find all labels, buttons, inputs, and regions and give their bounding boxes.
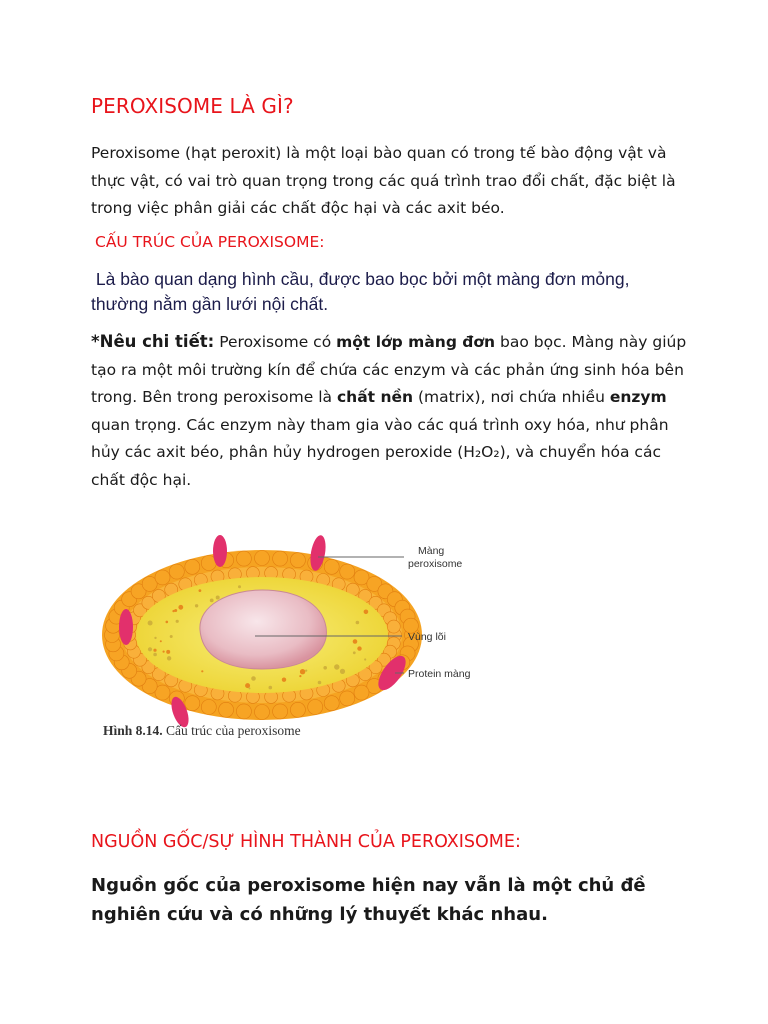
matrix-dot: [318, 681, 322, 685]
detail-text-1: Peroxisome có: [214, 333, 337, 351]
label-membrane-1: Màng: [418, 545, 445, 557]
matrix-dot: [323, 666, 327, 670]
membrane-bead: [236, 551, 251, 566]
membrane-bead: [201, 700, 216, 715]
matrix-dot: [300, 669, 305, 674]
membrane-bead: [324, 559, 339, 574]
matrix-dot: [176, 620, 179, 623]
intro-paragraph: Peroxisome (hạt peroxit) là một loại bào quan có trong tế bào động vật và thực vật, có vai trò quan trọng trong các quá trình trao đổi chất, đặc biệt là trong việc phân giải các chất độc hại và các axit béo.: [91, 144, 676, 217]
matrix-dot: [249, 687, 251, 689]
detail-paragraph: [91, 328, 691, 494]
origin-paragraph: Nguồn gốc của peroxisome hiện nay vẫn là một chủ đề nghiên cứu và có những lý thuyết khác nhau.: [91, 875, 646, 925]
structure-description: [91, 267, 691, 317]
matrix-dot: [153, 649, 156, 652]
detail-bold-matrix: chất nền: [336, 388, 414, 406]
matrix-dot: [163, 651, 165, 653]
core-region: [200, 590, 326, 669]
label-core: Vùng lõi: [408, 631, 446, 643]
matrix-dot: [238, 585, 241, 588]
detail-bold-enzyme: enzym: [609, 388, 667, 406]
membrane-bead: [308, 700, 323, 715]
matrix-dot: [199, 589, 202, 592]
matrix-dot: [269, 686, 273, 690]
matrix-dot: [154, 637, 156, 639]
detail-text-4: quan trọng. Các enzym này tham gia vào các quá trình oxy hóa, như phân hủy các axit béo, phân hủy hydrogen peroxide (H₂O₂), và chuyển hóa các chất độc hại.: [91, 415, 669, 489]
caption-number: Hình 8.14.: [103, 723, 163, 738]
membrane-bead: [340, 564, 355, 579]
membrane-bead: [387, 620, 400, 633]
matrix-dot: [166, 621, 169, 624]
matrix-dot: [216, 596, 220, 600]
detail-lead: *Nêu chi tiết:: [91, 332, 215, 351]
matrix-dot: [201, 670, 203, 672]
matrix-dot: [170, 635, 173, 638]
matrix-dot: [299, 675, 301, 677]
membrane-bead: [290, 702, 305, 717]
matrix-dot: [148, 621, 153, 626]
detail-text-3: (matrix), nơi chứa nhiều: [413, 388, 610, 406]
matrix-dot: [305, 670, 307, 672]
membrane-bead: [324, 696, 339, 711]
membrane-bead: [290, 553, 305, 568]
membrane-bead: [255, 551, 270, 566]
membrane-bead: [236, 704, 251, 719]
matrix-dot: [334, 664, 339, 669]
membrane-bead: [340, 691, 355, 706]
membrane-bead: [354, 685, 369, 700]
matrix-dot: [356, 621, 360, 625]
matrix-dot: [167, 656, 171, 660]
matrix-dot: [364, 658, 366, 660]
matrix-dot: [166, 650, 170, 654]
membrane-bead: [185, 696, 200, 711]
structure-heading: CẤU TRÚC CỦA PEROXISOME:: [95, 233, 325, 251]
matrix-dot: [178, 605, 183, 610]
label-protein: Protein màng: [408, 668, 471, 680]
structure-description-text: Là bào quan dạng hình cầu, được bao bọc bởi một màng đơn mỏng, thường nằm gần lưới nội chất.: [91, 269, 630, 314]
peroxisome-figure: [90, 535, 510, 750]
membrane-bead: [255, 705, 270, 720]
matrix-dot: [148, 647, 152, 651]
matrix-dot: [153, 653, 157, 657]
matrix-dot: [340, 669, 345, 674]
membrane-bead: [273, 551, 288, 566]
matrix-dot: [357, 646, 361, 650]
matrix-dot: [251, 676, 256, 681]
membrane-bead: [185, 559, 200, 574]
membrane-bead: [273, 704, 288, 719]
membrane-bead: [169, 564, 184, 579]
membrane-bead: [219, 702, 234, 717]
detail-text-2: bao bọc. Màng này giúp tạo ra một môi trường kín để chứa các enzym và các phản ứng sinh hóa bên trong. Bên trong peroxisome là: [91, 333, 687, 406]
detail-bold-membrane: một lớp màng đơn: [336, 333, 496, 351]
origin-heading: NGUỒN GỐC/SỰ HÌNH THÀNH CỦA PEROXISOME:: [91, 832, 521, 852]
matrix-dot: [353, 639, 358, 644]
figure-caption: [103, 723, 301, 738]
protein-top: [213, 535, 227, 567]
matrix-dot: [160, 640, 162, 642]
matrix-dot: [282, 678, 286, 682]
matrix-dot: [210, 599, 214, 603]
matrix-dot: [195, 604, 198, 607]
matrix-dot: [245, 683, 250, 688]
protein-left: [119, 609, 133, 645]
matrix-dot: [364, 610, 369, 615]
matrix-dot: [172, 610, 174, 612]
membrane-bead: [155, 570, 170, 585]
caption-text: Cấu trúc của peroxisome: [162, 723, 301, 738]
label-membrane-2: peroxisome: [408, 558, 463, 570]
matrix-dot: [353, 651, 356, 654]
page-title: PEROXISOME LÀ GÌ?: [91, 94, 294, 118]
